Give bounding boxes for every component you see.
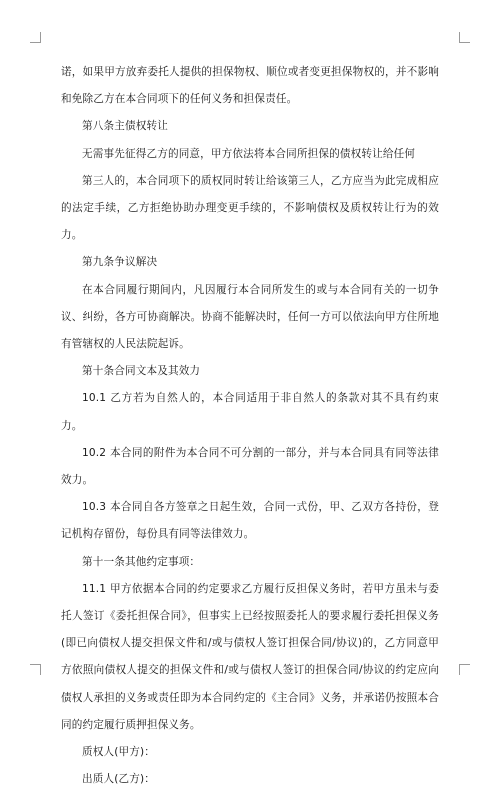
paragraph-article-8-line-2: 第三人的，本合同项下的质权同时转让给该第三人，乙方应当为此完成相应的法定手续，乙方拒绝协助办理变更手续的，不影响债权及质权转让行为的效力。 [61,174,439,242]
paragraph-clause-10-3: 10.3 本合同自各方签章之日起生效，合同一式份，甲、乙双方各持份，登记机构存留份，每份具有同等法律效力。 [61,501,439,541]
crop-mark-top-right [459,32,470,43]
paragraph-article-9: 在本合同履行期间内，凡因履行本合同所发生的或与本合同有关的一切争议、纠纷，各方可协商解决。协商不能解决时，任何一方可以依法向甲方住所地有管辖权的人民法院起诉。 [61,283,439,351]
heading-article-10: 第十条合同文本及其效力 [82,365,201,378]
heading-article-9: 第九条争议解决 [82,256,158,269]
signature-pledgee: 质权人(甲方)： [82,746,156,759]
crop-mark-top-left [30,32,41,43]
paragraph-clause-10-2: 10.2 本合同的附件为本合同不可分割的一部分，并与本合同具有同等法律效力。 [61,446,439,487]
paragraph-clause-11-1: 11.1 甲方依据本合同的约定要求乙方履行反担保义务时，若甲方虽未与委托人签订《委托担保合同》，但事实上已经按照委托人的要求履行委托担保义务(即已向债权人提交担保文件和/或与债权人签订担保合同/协议)的，乙方同意甲方依照向债权人提交的担保文件和/或与债权人签订的担保合同/协议的约定应向债权人承担的义务或责任即为本合同约定的《主合同》义务，并承诺仍按照本合同的约定履行质押担保义务。 [61,582,439,731]
paragraph-article-8-line-1: 无需事先征得乙方的同意，甲方依法将本合同所担保的债权转让给任何 [82,147,416,160]
heading-article-11: 第十一条其他约定事项： [82,555,201,568]
heading-article-8: 第八条主债权转让 [82,120,168,133]
document-body [61,59,439,793]
paragraph-clause-10-1: 10.1 乙方若为自然人的，本合同适用于非自然人的条款对其不具有约束力。 [61,392,439,432]
paragraph-continuation: 诺，如果甲方放弃委托人提供的担保物权、顺位或者变更担保物权的，并不影响和免除乙方在本合同项下的任何义务和担保责任。 [61,66,439,106]
signature-pledgor: 出质人(乙方)： [82,773,156,786]
crop-mark-bottom-right [459,664,470,675]
crop-mark-bottom-left [30,664,41,675]
